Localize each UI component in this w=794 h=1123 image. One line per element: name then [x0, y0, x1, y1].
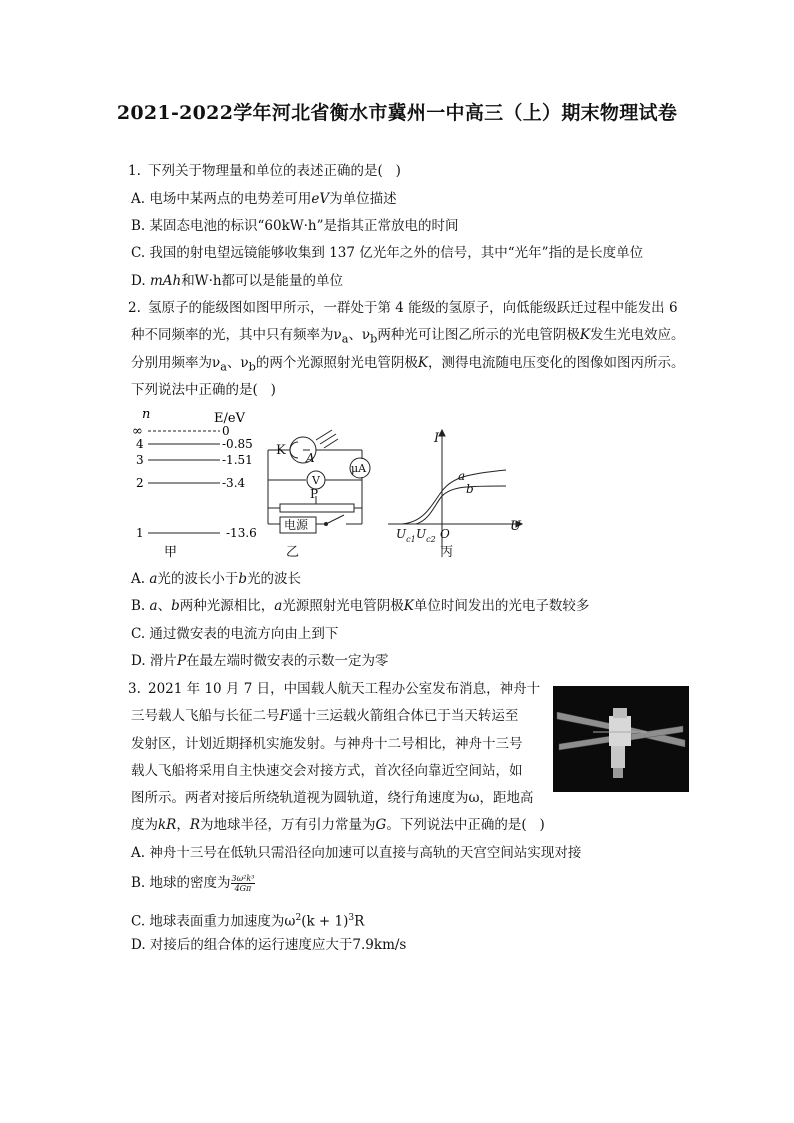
curve-b-label: b — [466, 482, 474, 496]
level-3-n: 3 — [136, 453, 144, 467]
iu-graph — [388, 430, 522, 560]
question-3-option-d[interactable]: D. 对接后的组合体的运行速度应大于7.9km/s — [131, 937, 407, 953]
question-3-option-a[interactable]: A. 神舟十三号在低轨只需沿径向加速可以直接与高轨的天宫空间站实现对接 — [131, 845, 582, 861]
uc2-label: $U_{c2}$ — [416, 527, 436, 544]
question-3-option-b[interactable]: B. 地球的密度为 $\frac{\text{3ω²k³}}{4G\pi}$ — [131, 874, 255, 893]
question-1-option-b[interactable]: B. 某固态电池的标识“60kW·h”是指其正常放电的时间 — [131, 218, 459, 234]
caption-bing: 丙 — [440, 545, 454, 560]
shenzhou-spacecraft — [611, 746, 625, 768]
question-1-option-d[interactable]: D. mAh和W·h都可以是能量的单位 — [131, 273, 344, 289]
question-2-stem-line-3: 分别用频率为$\nu_a$、$\nu_b$的两个光源照射光电管阴极K，测得电流随电压变化的图像如图丙所示。 — [131, 355, 685, 374]
question-2-stem-line-4: 下列说法中正确的是( ) — [131, 382, 276, 398]
core-module — [609, 716, 631, 746]
voltmeter-label: V — [312, 474, 320, 487]
level-1-e: -13.6 — [226, 526, 257, 540]
level-inf-e: 0 — [222, 424, 230, 438]
question-2-stem-line-2: 种不同频率的光，其中只有频率为$\nu_a$、$\nu_b$两种光可让图乙所示的光电管阴极K发生光电效应。 — [131, 327, 685, 346]
density-fraction: $\frac{\text{3ω²k³}}{4G\pi}$ — [231, 874, 255, 893]
anode-label-a: A — [306, 451, 315, 465]
i-axis-arrow — [439, 430, 445, 436]
question-2-option-d[interactable]: D. 滑片P在最左端时微安表的示数一定为零 — [131, 653, 389, 669]
i-axis-label: I — [434, 431, 440, 446]
circuit-diagram — [268, 430, 370, 560]
question-2-option-a[interactable]: A. a光的波长小于b光的波长 — [131, 571, 302, 587]
source-label: 电源 — [284, 518, 309, 532]
curve-a — [402, 470, 506, 524]
level-4-e: -0.85 — [222, 437, 253, 451]
question-2-option-c[interactable]: C. 通过微安表的电流方向由上到下 — [131, 626, 339, 642]
caption-jia: 甲 — [164, 545, 178, 560]
question-2-stem-line-1: 2. 氢原子的能级图如图甲所示，一群处于第 4 能级的氢原子，向低能级跃迁过程中能发出 6 — [128, 300, 678, 316]
energy-axis-label: E/eV — [214, 411, 245, 426]
origin-label: O — [440, 527, 450, 541]
level-2-n: 2 — [136, 476, 144, 490]
page-title: 2021-2022学年河北省衡水市冀州一中高三（上）期末物理试卷 — [116, 102, 678, 124]
curve-b — [416, 486, 506, 524]
uc1-label: $U_{c1}$ — [396, 527, 416, 544]
cathode-label-k: K — [276, 443, 286, 458]
question-2-figure — [130, 404, 540, 564]
figure-svg — [130, 404, 540, 564]
question-3-stem-line-6: 度为kR，R为地球半径，万有引力常量为G。下列说法中正确的是( ) — [131, 817, 545, 833]
n-axis-label: n — [142, 407, 151, 422]
space-station-image — [553, 686, 689, 792]
question-1-option-a[interactable]: A. 电场中某两点的电势差可用eV为单位描述 — [131, 191, 397, 207]
energy-level-diagram — [132, 407, 257, 560]
caption-yi: 乙 — [286, 545, 300, 560]
level-4-n: 4 — [136, 437, 144, 451]
question-3-stem-line-4: 载人飞船将采用自主快速交会对接方式，首次径向靠近空间站，如 — [131, 763, 523, 779]
microammeter-label: μA — [351, 462, 367, 475]
question-3-stem-line-2: 三号载人飞船与长征二号F遥十三运载火箭组合体已于当天转运至 — [131, 708, 519, 724]
slider-label-p: P — [310, 487, 319, 501]
question-3-option-c[interactable]: C. 地球表面重力加速度为$\omega^2(k + 1)^3R$ — [131, 913, 365, 930]
question-2-option-b[interactable]: B. a、b两种光源相比，a光源照射光电管阴极K单位时间发出的光电子数较多 — [131, 598, 590, 614]
question-1-stem: 1. 下列关于物理量和单位的表述正确的是( ) — [128, 163, 401, 179]
level-inf-n: ∞ — [132, 424, 143, 439]
question-3-stem-line-3: 发射区，计划近期择机实施发射。与神舟十二号相比，神舟十三号 — [131, 736, 523, 752]
question-number: 1. — [128, 163, 141, 179]
curve-a-label: a — [458, 469, 466, 483]
question-3-stem-line-1: 3. 2021 年 10 月 7 日，中国载人航天工程办公室发布消息，神舟十 — [128, 681, 541, 697]
level-1-n: 1 — [136, 526, 144, 540]
question-1-option-c[interactable]: C. 我国的射电望远镜能够收集到 137 亿光年之外的信号，其中“光年”指的是长度单位 — [131, 245, 644, 261]
rheostat — [280, 504, 354, 512]
level-2-e: -3.4 — [222, 476, 246, 490]
question-3-stem-line-5: 图所示。两者对接后所绕轨道视为圆轨道，绕行角速度为ω，距地高 — [131, 790, 534, 806]
u-axis-label: U — [510, 519, 521, 534]
switch — [326, 515, 344, 524]
level-3-e: -1.51 — [222, 453, 253, 467]
space-station-illustration — [553, 686, 689, 792]
